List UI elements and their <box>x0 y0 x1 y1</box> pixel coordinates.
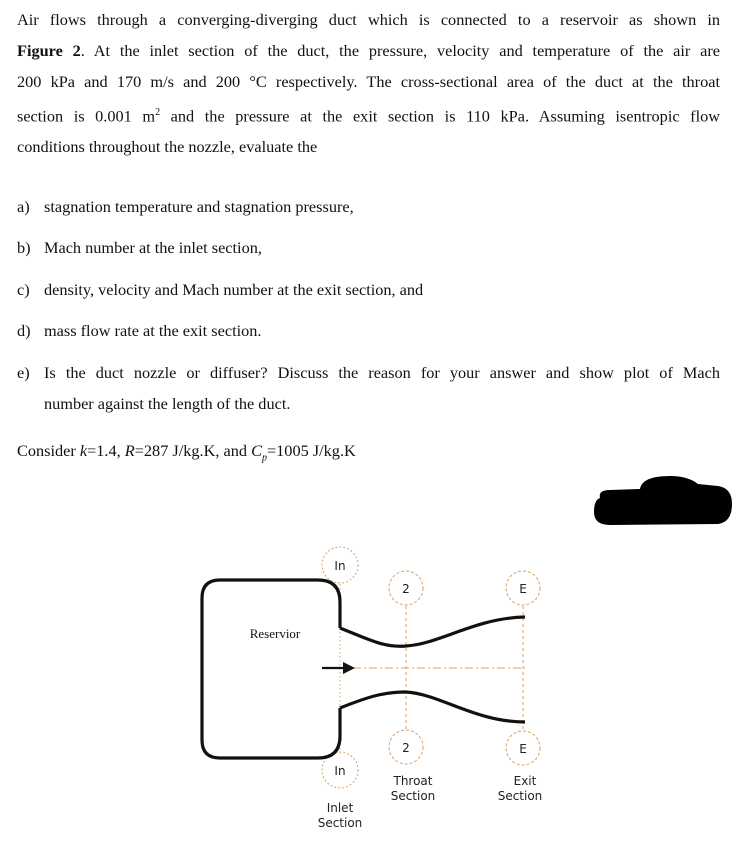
reservoir-outline <box>202 580 340 758</box>
reservoir-label: Reservior <box>249 626 301 641</box>
intro-line-3: 200 kPa and 170 m/s and 200 °C respectively. The cross-sectional area of the duct at the throat <box>17 72 720 91</box>
question-text: stagnation temperature and stagnation pressure, <box>44 197 354 216</box>
redaction-mark <box>590 470 735 530</box>
intro-line-4 <box>17 97 720 131</box>
intro-line-4-pre: section is 0.001 m <box>17 106 156 126</box>
question-label: b) <box>17 238 31 257</box>
duct-lower-wall <box>340 692 525 722</box>
throat-section-label-2: Section <box>390 789 436 803</box>
intro-line-5: conditions throughout the nozzle, evaluate the <box>17 137 318 157</box>
question-label: a) <box>17 197 30 216</box>
throat-bottom-marker-label: 2 <box>402 741 410 755</box>
constants-line <box>17 441 356 463</box>
question-e-continuation: number against the length of the duct. <box>44 394 291 413</box>
exit-bottom-marker-label: E <box>519 742 527 756</box>
question-text: density, velocity and Mach number at the exit section, and <box>44 280 424 299</box>
question-label: e) <box>17 363 30 382</box>
k-value: =1.4, <box>87 441 125 460</box>
question-text: Is the duct nozzle or diffuser? Discuss the reason for your answer and show plot of Mach <box>44 363 720 382</box>
r-value: =287 J/kg.K, and <box>134 441 252 460</box>
throat-section-label-1: Throat <box>393 774 433 788</box>
intro-line-2-text: . At the inlet section of the duct, the pressure, velocity and temperature of the air are <box>80 41 720 60</box>
exit-section-label-2: Section <box>497 789 543 803</box>
duct-upper-wall <box>340 617 525 646</box>
duct-diagram <box>190 540 550 840</box>
constants-prefix: Consider <box>17 441 80 460</box>
intro-line-2 <box>17 35 720 66</box>
question-text: mass flow rate at the exit section. <box>44 321 262 340</box>
inlet-section-label-2: Section <box>317 816 363 830</box>
exit-section-label-1: Exit <box>513 774 537 788</box>
throat-top-marker-label: 2 <box>402 582 410 596</box>
cp-value: =1005 J/kg.K <box>266 441 356 460</box>
flow-arrow-icon <box>322 662 355 674</box>
question-label: d) <box>17 321 31 340</box>
inlet-bottom-marker-label: In <box>334 764 346 778</box>
figure-reference: Figure 2 <box>17 41 81 60</box>
cp-symbol: C <box>251 441 262 460</box>
r-symbol: R <box>124 441 135 460</box>
question-e <box>17 363 720 383</box>
intro-line-1: Air flows through a converging-diverging duct which is connected to a reservoir as shown in <box>17 10 720 29</box>
problem-intro <box>17 4 720 162</box>
exit-top-marker-label: E <box>519 582 527 596</box>
question-d <box>17 321 261 341</box>
question-b <box>17 238 262 258</box>
cp-subscript: p <box>261 452 267 464</box>
superscript: 2 <box>155 107 161 118</box>
inlet-section-label-1: Inlet <box>326 801 354 815</box>
intro-line-4-post: and the pressure at the exit section is 110 kPa. Assuming isentropic flow <box>160 106 721 126</box>
question-c <box>17 280 423 300</box>
question-text: Mach number at the inlet section, <box>44 238 262 257</box>
question-a <box>17 197 354 217</box>
k-symbol: k <box>79 441 88 460</box>
inlet-top-marker-label: In <box>334 559 346 573</box>
question-label: c) <box>17 280 30 299</box>
